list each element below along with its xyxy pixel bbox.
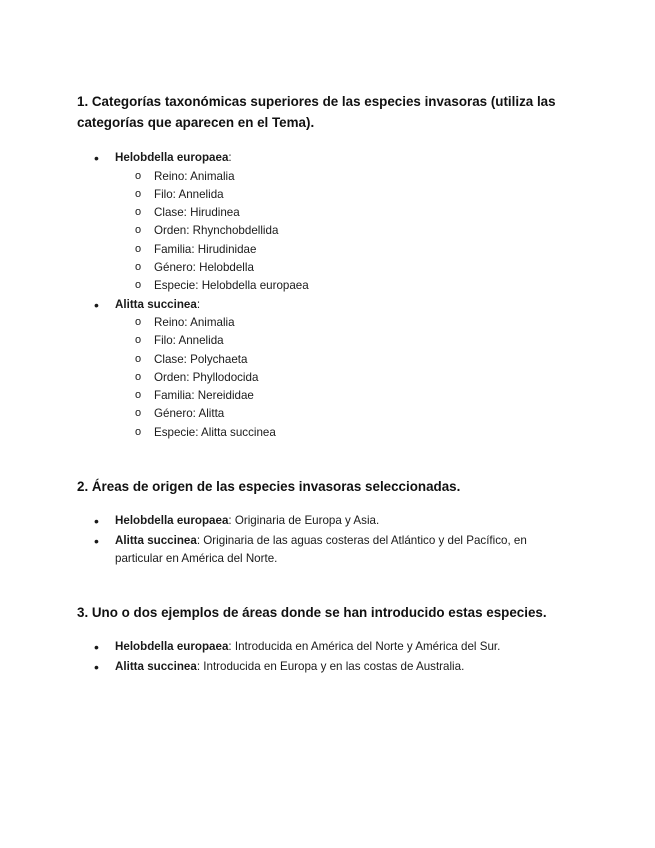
- origin-item: [115, 512, 585, 530]
- section-1-heading: 1. Categorías taxonómicas superiores de las especies invasoras (utiliza las categorías que aparecen en el Tema).: [77, 94, 556, 130]
- species-colon: :: [228, 151, 232, 164]
- species-name: Helobdella europaea: [115, 514, 229, 527]
- rank-item: o Orden: Phyllodocida: [154, 369, 554, 387]
- introduction-item: [115, 638, 585, 656]
- introduction-text: : Introducida en América del Norte y América del Sur.: [228, 640, 501, 653]
- rank-item: o Género: Alitta: [154, 405, 554, 423]
- rank-item: o Clase: Hirudinea: [154, 204, 554, 222]
- introduction-text: : Introducida en Europa y en las costas de Australia.: [196, 660, 465, 673]
- rank-item: o Filo: Annelida: [154, 332, 554, 350]
- rank-item: o Familia: Hirudinidae: [154, 241, 554, 259]
- rank-item: o Especie: Alitta succinea: [154, 424, 554, 442]
- rank-item: o Clase: Polychaeta: [154, 351, 554, 369]
- rank-item: o Orden: Rhynchobdellida: [154, 222, 554, 240]
- section-2-heading: 2. Áreas de origen de las especies invasoras seleccionadas.: [77, 479, 461, 494]
- rank-item: o Reino: Animalia: [154, 168, 554, 186]
- rank-item: o Filo: Annelida: [154, 186, 554, 204]
- introduction-item: [115, 658, 585, 676]
- species-name: Helobdella europaea: [115, 640, 229, 653]
- species-name: Alitta succinea: [115, 298, 197, 311]
- rank-item: o Reino: Animalia: [154, 314, 554, 332]
- species-name: Helobdella europaea: [115, 151, 229, 164]
- species-2-item: [115, 296, 585, 314]
- origin-item: [115, 532, 560, 568]
- section-3-heading: 3. Uno o dos ejemplos de áreas donde se han introducido estas especies.: [77, 605, 547, 620]
- origin-text: : Originaria de Europa y Asia.: [228, 514, 380, 527]
- rank-item: o Género: Helobdella: [154, 259, 554, 277]
- rank-item: o Familia: Nereididae: [154, 387, 554, 405]
- origin-text: : Originaria de las aguas costeras del Atlántico y del Pacífico, en particular en América del Norte.: [115, 534, 527, 565]
- species-1-item: [115, 149, 585, 167]
- species-name: Alitta succinea: [115, 660, 197, 673]
- rank-item: o Especie: Helobdella europaea: [154, 277, 554, 295]
- species-colon: :: [196, 298, 201, 311]
- species-name: Alitta succinea: [115, 534, 197, 547]
